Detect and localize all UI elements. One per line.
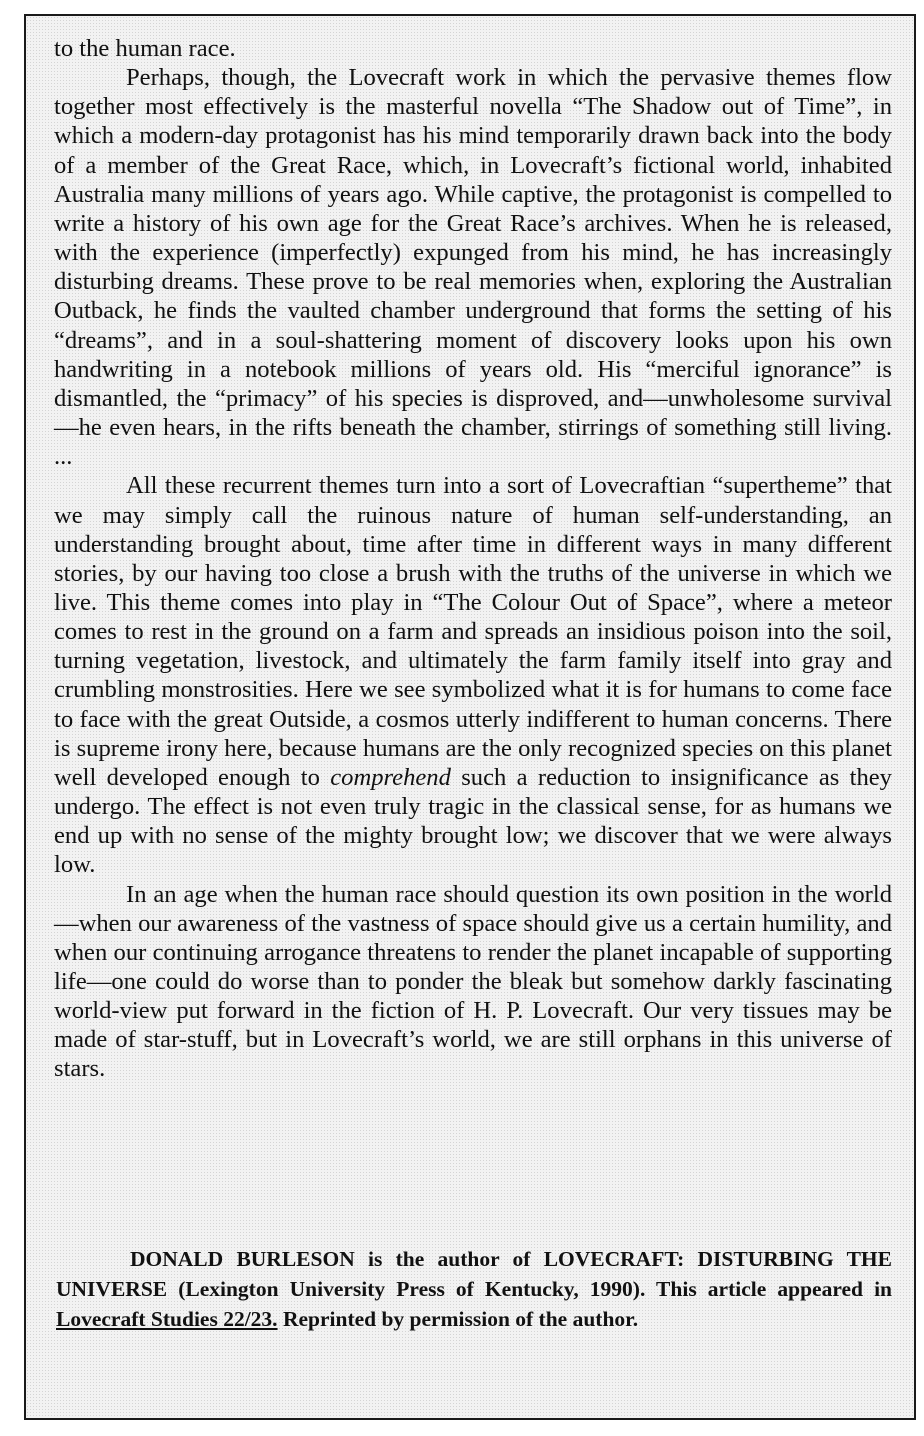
- author-credit: [56, 1244, 892, 1334]
- journal-title: Lovecraft Studies 22/23.: [56, 1307, 278, 1331]
- paragraph-supertheme-text-b: such a reduction to insignificance as they undergo. The effect is not even truly tragic in the classical sense, for as humans we end up with no sense of the mighty brought low; we discover that we were always low.: [54, 763, 892, 879]
- continuation-line: to the human race.: [54, 35, 236, 62]
- paragraph-conclusion: In an age when the human race should question its own position in the world—when our awareness of the vastness of space should give us a certain humility, and when our continuing arrogance threatens to render the planet incapable of supporting life—one could do worse than to ponder the bleak but somehow darkly fascinating world-view put forward in the fiction of H. P. Lovecraft. Our very tissues may be made of star-stuff, but in Lovecraft’s world, we are still orphans in this universe of stars.: [54, 880, 892, 1083]
- credit-text-b: Reprinted by permission of the author.: [277, 1307, 639, 1331]
- paragraph-shadow-out-of-time: Perhaps, though, the Lovecraft work in which the pervasive themes flow together most effectively is the masterful novella “The Shadow out of Time”, in which a modern-day protagonist has his mind temporarily drawn back into the body of a member of the Great Race, which, in Lovecraft’s fictional world, inhabited Australia many millions of years ago. While captive, the protagonist is compelled to write a history of his own age for the Great Race’s archives. When he is released, with the experience (imperfectly) expunged from his mind, he has increasingly disturbing dreams. These prove to be real memories when, exploring the Australian Outback, he finds the vaulted chamber underground that forms the setting of his “dreams”, and in a soul-shattering moment of discovery looks upon his own handwriting in a notebook millions of years old. His “merciful ignorance” is dismantled, the “primacy” of his species is disproved, and—unwholesome survival—he even hears, in the rifts beneath the chamber, stirrings of something still living. ...: [54, 64, 892, 471]
- credit-text-a: DONALD BURLESON is the author of LOVECRAFT: DISTURBING THE UNIVERSE (Lexington University Press of Kentucky, 1990). This article appeared in: [56, 1247, 892, 1301]
- paragraph-supertheme: [54, 471, 892, 879]
- paragraph-supertheme-text-a: All these recurrent themes turn into a sort of Lovecraftian “supertheme” that we may simply call the ruinous nature of human self-understanding, an understanding brought about, time after time in different ways in many different stories, by our having too close a brush with the truths of the universe in which we live. This theme comes into play in “The Colour Out of Space”, where a meteor comes to rest in the ground on a farm and spreads an insidious poison into the soil, turning vegetation, livestock, and ultimately the farm family itself into gray and crumbling monstrosities. Here we see symbolized what it is for humans to come face to face with the great Outside, a cosmos utterly indifferent to human concerns. There is supreme irony here, because humans are the only recognized species on this planet well developed enough to: [54, 472, 892, 791]
- author-credit-text: [56, 1244, 892, 1334]
- emphasis-comprehend: comprehend: [330, 763, 451, 791]
- article-frame: [24, 14, 916, 1420]
- article-body: [54, 34, 892, 1084]
